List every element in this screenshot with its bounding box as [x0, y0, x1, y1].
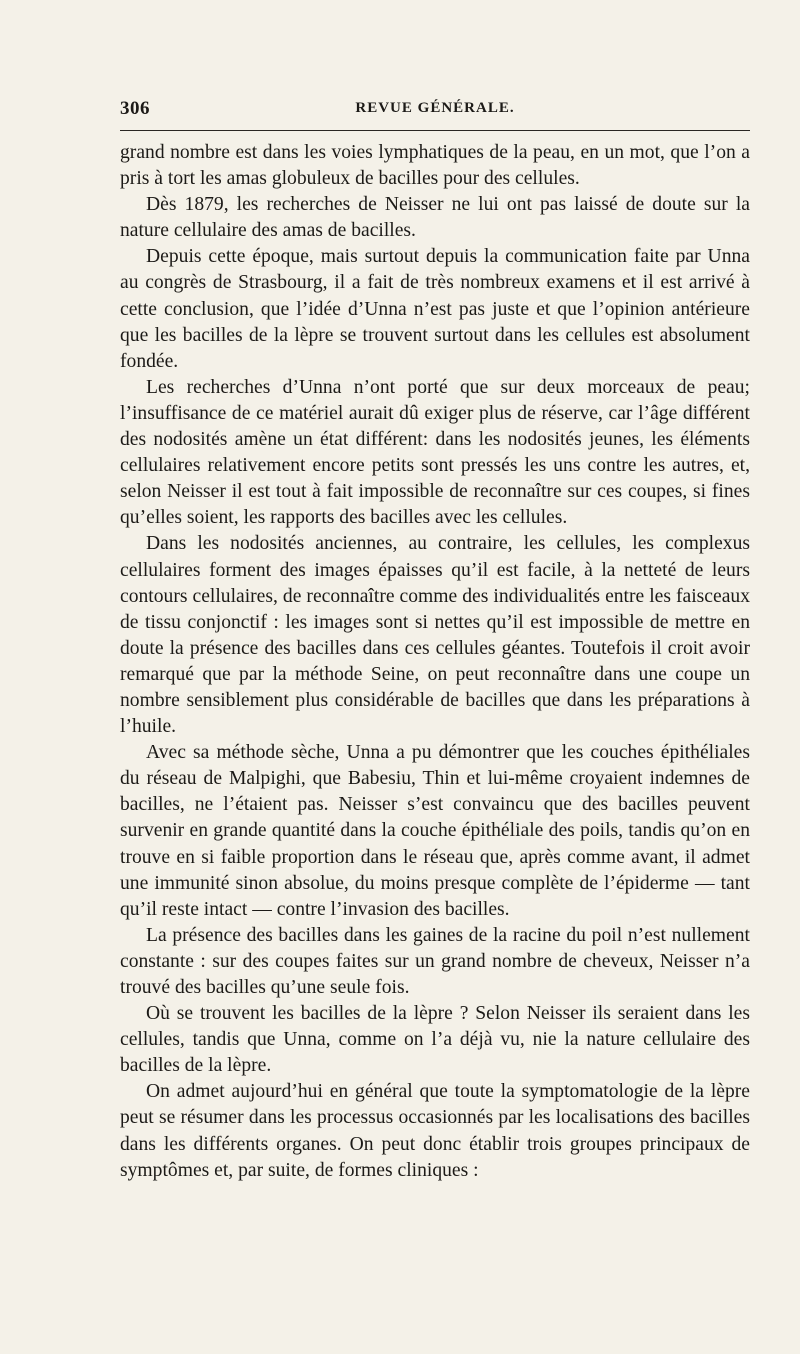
paragraph: Dans les nodosités anciennes, au contraire, les cellules, les complexus cellulaires forment des images épaisses qu’il est facile, à la netteté de leurs contours cellulaires, de reconnaître comme des individualités entre les faisceaux de tissu conjonctif : les images sont si nettes qu’il est impossible de mettre en doute la présence des bacilles dans ces cellules géantes. Toutefois il croit avoir remarqué que par la méthode Seine, on peut reconnaître dans une coupe un nombre sensiblement plus considérable de bacilles que dans les préparations à l’huile. — [120, 533, 750, 738]
paragraph: Avec sa méthode sèche, Unna a pu démontrer que les couches épithéliales du réseau de Malpighi, que Babesiu, Thin et lui-même croyaient indemnes de bacilles, ne l’étaient pas. Neisser s’est convaincu que des bacilles peuvent survenir en grande quantité dans la couche épithéliale des poils, tandis qu’on en trouve en si faible proportion dans le réseau que, après comme avant, il admet une immunité sinon absolue, du moins presque complète de l’épiderme — tant qu’il reste intact — contre l’invasion des bacilles. — [120, 742, 750, 920]
paragraph: Où se trouvent les bacilles de la lèpre ? Selon Neisser ils seraient dans les cellules, tandis que Unna, comme on l’a déjà vu, nie la nature cellulaire des bacilles de la lèpre. — [120, 1003, 750, 1077]
running-title: REVUE GÉNÉRALE. — [355, 100, 515, 116]
paragraph: On admet aujourd’hui en général que toute la symptomatologie de la lèpre peut se résumer dans les processus occasionnés par les localisations des bacilles dans les différents organes. On peut donc établir trois groupes principaux de symptômes et, par suite, de formes cliniques : — [120, 1081, 750, 1181]
paragraph: Depuis cette époque, mais surtout depuis la communication faite par Unna au congrès de Strasbourg, il a fait de très nombreux examens et il est arrivé à cette conclusion, que l’idée d’Unna n’est pas juste et que l’opinion antérieure que les bacilles de la lèpre se trouvent surtout dans les cellules est absolument fondée. — [120, 246, 750, 372]
page-number: 306 — [120, 98, 150, 119]
paragraph: La présence des bacilles dans les gaines de la racine du poil n’est nullement constante : sur des coupes faites sur un grand nombre de cheveux, Neisser n’a trouvé des bacilles qu’une seule fois. — [120, 924, 750, 998]
paragraph: Dès 1879, les recherches de Neisser ne lui ont pas laissé de doute sur la nature cellulaire des amas de bacilles. — [120, 194, 750, 242]
header-rule — [120, 130, 750, 131]
body-text — [120, 140, 750, 1184]
paragraph: Les recherches d’Unna n’ont porté que sur deux morceaux de peau; l’insuffisance de ce matériel aurait dû exiger plus de réserve, car l’âge différent des nodosités amène un état différent: dans les nodosités jeunes, les éléments cellulaires relativement encore petits sont pressés les uns contre les autres, et, selon Neisser il est tout à fait impossible de reconnaître sur ces coupes, si fines qu’elles soient, les rapports des bacilles avec les cellules. — [120, 376, 750, 529]
page-header — [120, 98, 750, 124]
paragraph-continued: grand nombre est dans les voies lymphatiques de la peau, en un mot, que l’on a pris à tort les amas globuleux de bacilles pour des cellules. — [120, 142, 750, 190]
